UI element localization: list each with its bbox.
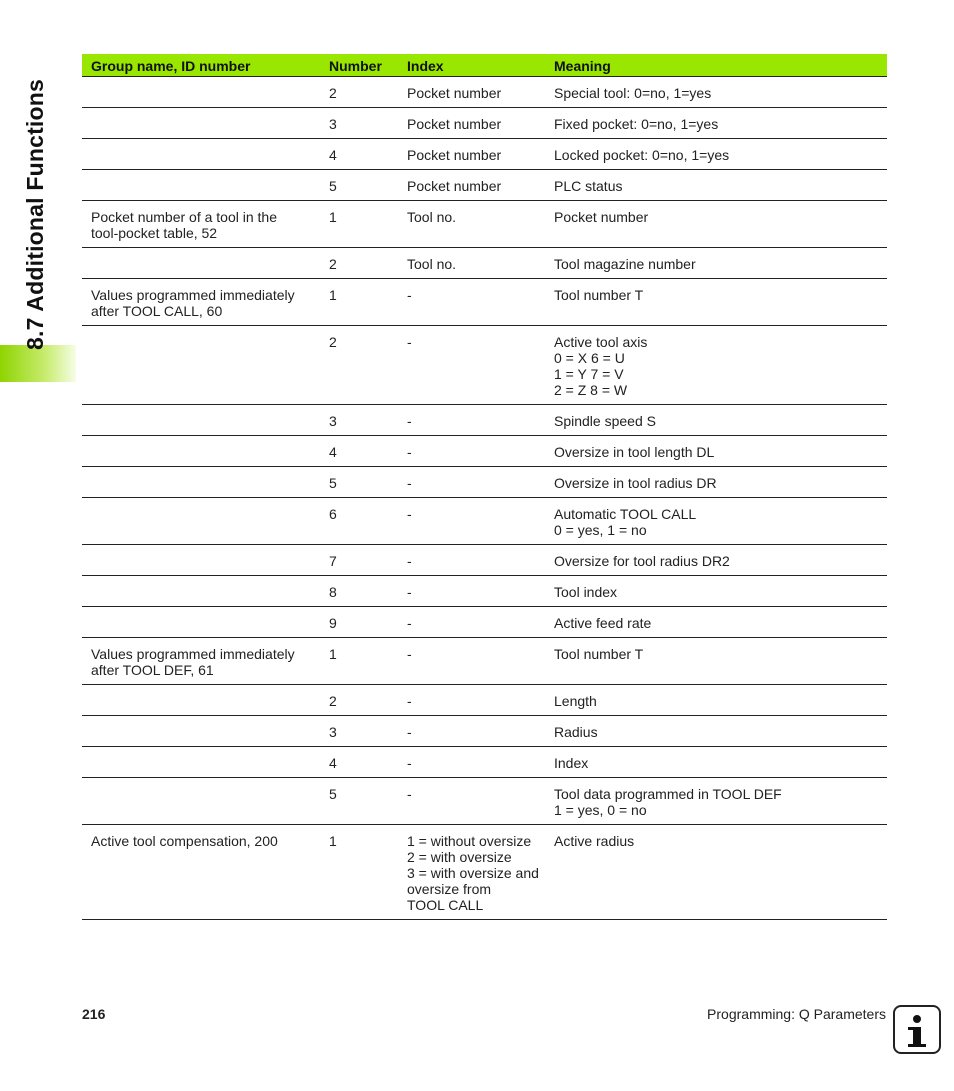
cell-index-line: - <box>407 646 412 662</box>
cell-meaning <box>554 747 887 778</box>
cell-index <box>407 77 554 108</box>
cell-group-line: Values programmed immediately <box>91 646 295 662</box>
cell-meaning <box>554 638 887 685</box>
table-row <box>82 405 887 436</box>
cell-group <box>82 607 329 638</box>
cell-group-line: Pocket number of a tool in the <box>91 209 277 225</box>
cell-meaning <box>554 685 887 716</box>
cell-meaning <box>554 436 887 467</box>
cell-index <box>407 108 554 139</box>
cell-meaning <box>554 545 887 576</box>
cell-meaning <box>554 139 887 170</box>
cell-index <box>407 747 554 778</box>
table-header-row <box>82 54 887 77</box>
chapter-tab <box>0 345 76 382</box>
cell-meaning-line: Fixed pocket: 0=no, 1=yes <box>554 116 719 132</box>
cell-meaning <box>554 576 887 607</box>
cell-meaning <box>554 77 887 108</box>
cell-meaning-line: Tool index <box>554 584 618 600</box>
table-body <box>82 77 887 920</box>
cell-group-line: tool-pocket table, 52 <box>91 225 218 241</box>
table-row <box>82 201 887 248</box>
cell-group-line: Values programmed immediately <box>91 287 295 303</box>
cell-index <box>407 545 554 576</box>
cell-index <box>407 201 554 248</box>
cell-meaning-line: Tool data programmed in TOOL DEF <box>554 786 782 802</box>
cell-index-line: Pocket number <box>407 178 502 194</box>
table-row <box>82 77 887 108</box>
cell-index <box>407 170 554 201</box>
cell-meaning <box>554 607 887 638</box>
table-row <box>82 498 887 545</box>
cell-number: 3 <box>329 108 407 139</box>
cell-meaning <box>554 248 887 279</box>
cell-index-line: - <box>407 444 412 460</box>
cell-index <box>407 248 554 279</box>
cell-number: 2 <box>329 326 407 405</box>
cell-meaning-line: Oversize in tool length DL <box>554 444 715 460</box>
table-row <box>82 607 887 638</box>
info-icon-base <box>908 1044 926 1047</box>
cell-group <box>82 576 329 607</box>
cell-group <box>82 498 329 545</box>
table-row <box>82 108 887 139</box>
cell-group-line: after TOOL CALL, 60 <box>91 303 223 319</box>
cell-group <box>82 326 329 405</box>
chapter-title: 8.7 Additional Functions <box>22 78 48 350</box>
table-row <box>82 778 887 825</box>
cell-index-line: - <box>407 786 412 802</box>
cell-index-line: oversize from <box>407 881 492 897</box>
cell-meaning <box>554 201 887 248</box>
cell-index-line: Pocket number <box>407 147 502 163</box>
cell-index <box>407 716 554 747</box>
cell-meaning-line: Tool magazine number <box>554 256 696 272</box>
cell-meaning <box>554 405 887 436</box>
header-index: Index <box>407 54 554 77</box>
cell-index-line: - <box>407 755 412 771</box>
cell-index <box>407 139 554 170</box>
cell-meaning-line: Tool number T <box>554 287 644 303</box>
table-row <box>82 170 887 201</box>
cell-number: 7 <box>329 545 407 576</box>
cell-meaning-line: 2 = Z 8 = W <box>554 382 628 398</box>
cell-group-line: Active tool compensation, 200 <box>91 833 278 849</box>
cell-index-line: - <box>407 475 412 491</box>
table-row <box>82 685 887 716</box>
cell-index <box>407 607 554 638</box>
cell-meaning-line: Length <box>554 693 597 709</box>
cell-index-line: Tool no. <box>407 209 457 225</box>
cell-index <box>407 405 554 436</box>
cell-number: 1 <box>329 279 407 326</box>
cell-meaning <box>554 716 887 747</box>
cell-index-line: - <box>407 287 412 303</box>
table-row <box>82 638 887 685</box>
table-row <box>82 248 887 279</box>
cell-index-line: 2 = with oversize <box>407 849 512 865</box>
cell-number: 4 <box>329 139 407 170</box>
cell-number: 1 <box>329 825 407 920</box>
page-number: 216 <box>82 1006 106 1022</box>
header-number: Number <box>329 54 407 77</box>
cell-group <box>82 108 329 139</box>
cell-index <box>407 279 554 326</box>
cell-meaning <box>554 778 887 825</box>
table-row <box>82 716 887 747</box>
cell-meaning-line: Oversize in tool radius DR <box>554 475 717 491</box>
cell-group <box>82 747 329 778</box>
cell-index-line: - <box>407 615 412 631</box>
cell-meaning-line: Active feed rate <box>554 615 652 631</box>
table-row <box>82 326 887 405</box>
cell-meaning-line: Tool number T <box>554 646 644 662</box>
cell-index <box>407 576 554 607</box>
cell-group <box>82 139 329 170</box>
table-row <box>82 139 887 170</box>
cell-number: 5 <box>329 778 407 825</box>
cell-index-line: - <box>407 413 412 429</box>
header-meaning: Meaning <box>554 54 887 77</box>
cell-group <box>82 778 329 825</box>
cell-index <box>407 685 554 716</box>
cell-group <box>82 825 329 920</box>
cell-meaning <box>554 108 887 139</box>
cell-number: 2 <box>329 685 407 716</box>
cell-index <box>407 498 554 545</box>
cell-number: 4 <box>329 747 407 778</box>
cell-group-line: after TOOL DEF, 61 <box>91 662 214 678</box>
cell-index-line: Pocket number <box>407 85 502 101</box>
cell-number: 1 <box>329 638 407 685</box>
cell-meaning-line: PLC status <box>554 178 623 194</box>
cell-meaning-line: Radius <box>554 724 598 740</box>
table-row <box>82 467 887 498</box>
cell-group <box>82 467 329 498</box>
cell-meaning-line: Active tool axis <box>554 334 648 350</box>
cell-group <box>82 716 329 747</box>
table-row <box>82 747 887 778</box>
cell-meaning-line: 1 = yes, 0 = no <box>554 802 647 818</box>
cell-group <box>82 170 329 201</box>
cell-index <box>407 436 554 467</box>
cell-group <box>82 279 329 326</box>
cell-meaning <box>554 326 887 405</box>
cell-index <box>407 825 554 920</box>
cell-index-line: - <box>407 506 412 522</box>
cell-index <box>407 467 554 498</box>
cell-index-line: 3 = with oversize and <box>407 865 539 881</box>
cell-index <box>407 778 554 825</box>
table-row <box>82 279 887 326</box>
parameter-table <box>82 54 887 920</box>
cell-group <box>82 201 329 248</box>
cell-meaning-line: Spindle speed S <box>554 413 656 429</box>
cell-group <box>82 405 329 436</box>
info-icon <box>893 1005 941 1054</box>
cell-meaning-line: Active radius <box>554 833 635 849</box>
cell-number: 5 <box>329 467 407 498</box>
cell-meaning-line: 0 = X 6 = U <box>554 350 625 366</box>
cell-meaning <box>554 825 887 920</box>
cell-index-line: Tool no. <box>407 256 457 272</box>
cell-meaning <box>554 170 887 201</box>
cell-index-line: - <box>407 724 412 740</box>
table-row <box>82 436 887 467</box>
info-icon-dot <box>913 1015 921 1023</box>
cell-index-line: - <box>407 584 412 600</box>
cell-meaning-line: Pocket number <box>554 209 649 225</box>
cell-group <box>82 545 329 576</box>
cell-meaning-line: Oversize for tool radius DR2 <box>554 553 730 569</box>
cell-group <box>82 638 329 685</box>
table-row <box>82 576 887 607</box>
cell-meaning-line: Special tool: 0=no, 1=yes <box>554 85 712 101</box>
cell-group <box>82 685 329 716</box>
cell-index-line: - <box>407 693 412 709</box>
cell-number: 3 <box>329 405 407 436</box>
cell-index-line: Pocket number <box>407 116 502 132</box>
cell-index <box>407 638 554 685</box>
cell-group <box>82 436 329 467</box>
table-row <box>82 545 887 576</box>
cell-number: 9 <box>329 607 407 638</box>
cell-number: 1 <box>329 201 407 248</box>
cell-index-line: - <box>407 334 412 350</box>
cell-meaning-line: Index <box>554 755 589 771</box>
cell-meaning-line: 1 = Y 7 = V <box>554 366 624 382</box>
header-group: Group name, ID number <box>82 54 329 77</box>
cell-number: 3 <box>329 716 407 747</box>
cell-number: 8 <box>329 576 407 607</box>
cell-number: 2 <box>329 77 407 108</box>
cell-meaning-line: Locked pocket: 0=no, 1=yes <box>554 147 730 163</box>
cell-meaning <box>554 279 887 326</box>
cell-number: 4 <box>329 436 407 467</box>
cell-index-line: - <box>407 553 412 569</box>
cell-number: 5 <box>329 170 407 201</box>
cell-group <box>82 248 329 279</box>
cell-number: 2 <box>329 248 407 279</box>
footer-section-title: Programming: Q Parameters <box>707 1006 886 1022</box>
cell-meaning <box>554 467 887 498</box>
cell-index-line: TOOL CALL <box>407 897 484 913</box>
cell-meaning-line: 0 = yes, 1 = no <box>554 522 647 538</box>
cell-meaning <box>554 498 887 545</box>
table-row <box>82 825 887 920</box>
cell-index-line: 1 = without oversize <box>407 833 532 849</box>
cell-index <box>407 326 554 405</box>
cell-number: 6 <box>329 498 407 545</box>
cell-meaning-line: Automatic TOOL CALL <box>554 506 697 522</box>
cell-group <box>82 77 329 108</box>
